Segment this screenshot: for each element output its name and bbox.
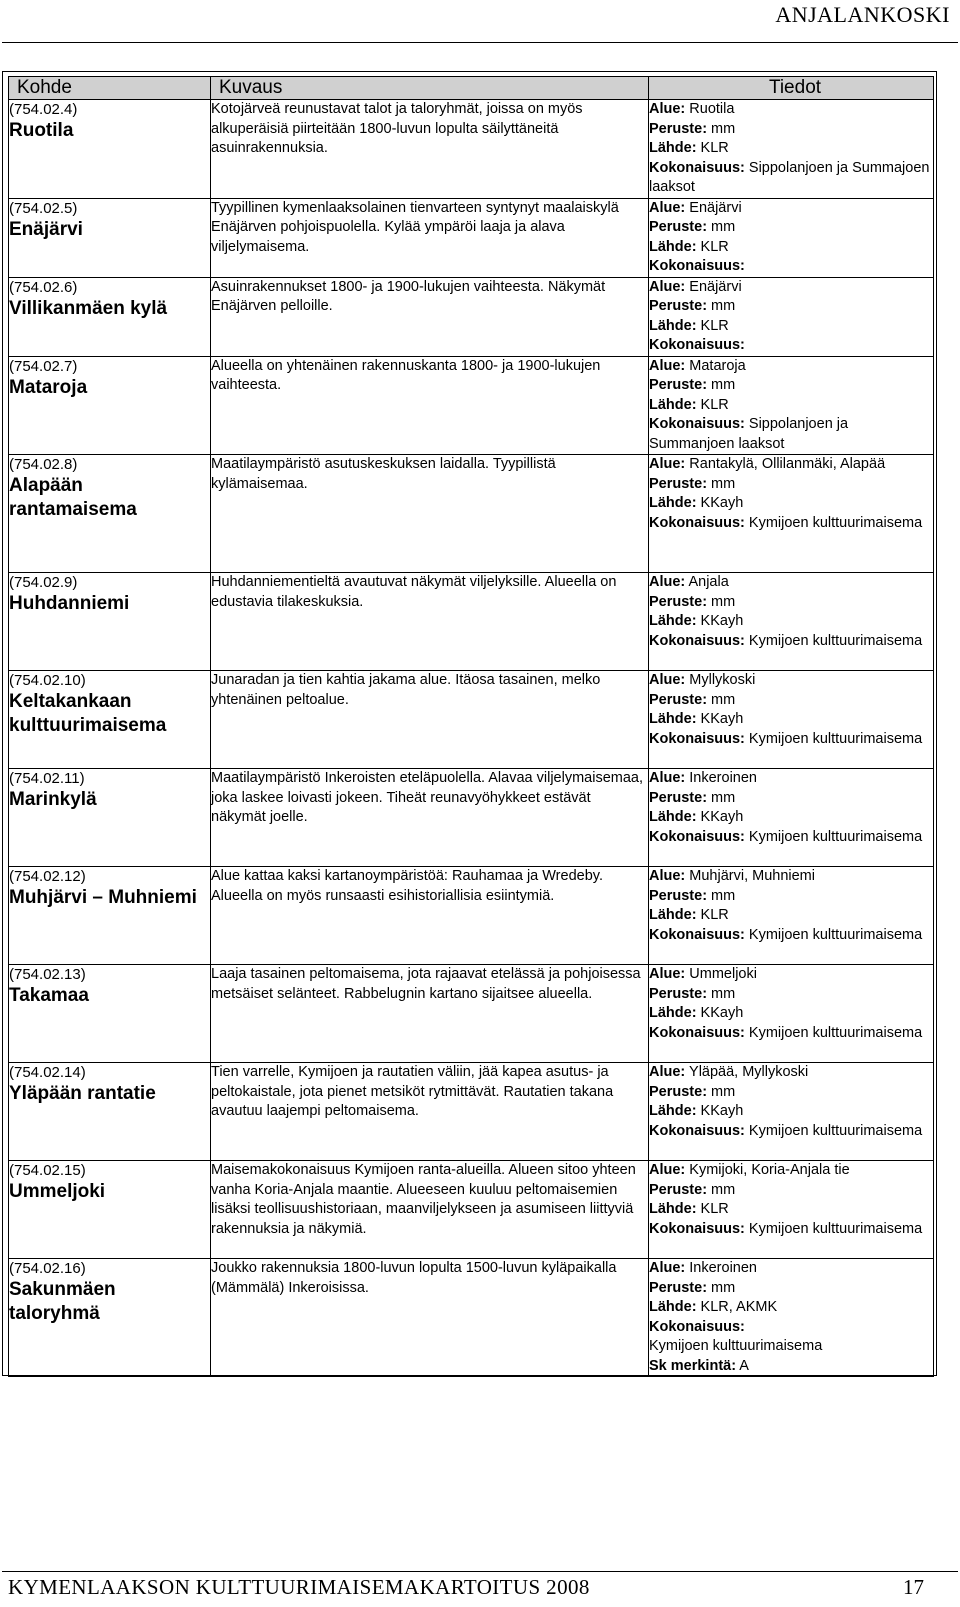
info-line (649, 1318, 933, 1338)
footer-divider (2, 1571, 958, 1572)
info-label: Peruste: (649, 789, 708, 806)
info-label: Kokonaisuus: (649, 632, 745, 649)
site-code: (754.02.4) (9, 101, 78, 118)
info-value: mm (707, 475, 736, 492)
info-value: mm (707, 120, 736, 137)
kuvaus-cell (211, 100, 649, 199)
info-line (649, 1279, 933, 1299)
info-label: Lähde: (649, 1299, 697, 1315)
info-label: Peruste: (649, 985, 708, 1002)
kuvaus-cell (211, 356, 649, 455)
info-value: KKayh (696, 1005, 744, 1021)
info-label: Kokonaisuus: (649, 1122, 745, 1139)
info-label: Alue: (649, 101, 686, 117)
info-value: KLR, AKMK (696, 1299, 778, 1315)
info-value: KLR (696, 140, 729, 156)
table-row (9, 356, 934, 455)
info-line (649, 238, 933, 258)
site-name: Marinkylä (9, 789, 97, 810)
site-code: (754.02.11) (9, 770, 85, 787)
info-value: mm (707, 691, 736, 708)
info-label: Alue: (649, 1064, 686, 1080)
info-line (649, 1161, 933, 1181)
info-label: Peruste: (649, 1279, 708, 1296)
info-value: mm (707, 377, 736, 393)
info-value: KLR (696, 907, 729, 923)
kuvaus-cell (211, 455, 649, 573)
kuvaus-cell (211, 573, 649, 671)
column-header-tiedot: Tiedot (649, 77, 934, 100)
info-line (649, 789, 933, 809)
info-line (649, 1024, 933, 1044)
kuvaus-cell (211, 965, 649, 1063)
info-value: Enäjärvi (685, 278, 742, 295)
site-description: Tien varrelle, Kymijoen ja rautatien väliin, jää kapea asutus- ja peltokaistale, jota pienet metsiköt rytmittävät. Rautatien takana avautuu laajempi peltomaisema. (211, 1064, 614, 1119)
tiedot-cell (649, 277, 934, 356)
info-line (649, 1220, 933, 1240)
info-value: mm (707, 298, 736, 314)
info-line (649, 494, 933, 514)
info-label: Kokonaisuus: (649, 514, 745, 531)
site-description: Joukko rakennuksia 1800-luvun lopulta 1500-luvun kyläpaikalla (Mämmälä) Inkeroisissa. (211, 1260, 617, 1296)
info-label: Kokonaisuus: (649, 416, 745, 432)
info-value: KKayh (696, 495, 744, 511)
site-code: (754.02.15) (9, 1162, 86, 1179)
info-value: Enäjärvi (685, 199, 742, 216)
info-label: Lähde: (649, 1005, 697, 1021)
info-value: Sippolanjoen ja Summajoen laaksot (649, 159, 930, 195)
site-name: Alapään rantamaisema (9, 475, 137, 520)
kohde-cell (9, 769, 211, 867)
kohde-cell (9, 198, 211, 277)
info-label: Kokonaisuus: (649, 730, 745, 747)
info-value: Inkeroinen (685, 1260, 757, 1276)
table-row (9, 671, 934, 769)
kuvaus-cell (211, 671, 649, 769)
site-description: Kotojärveä reunustavat talot ja taloryhmät, joissa on myös alkuperäisiä piirteitään 1800-luvun lopulta säilyttäneitä asuinrakennuksia. (211, 101, 583, 156)
footer-title: KYMENLAAKSON KULTTUURIMAISEMAKARTOITUS 2008 (8, 1575, 590, 1599)
info-line (649, 415, 933, 454)
info-value: Muhjärvi, Muhniemi (685, 868, 815, 884)
info-line (649, 139, 933, 159)
info-line (649, 691, 933, 711)
kuvaus-cell (211, 198, 649, 277)
site-code: (754.02.13) (9, 966, 86, 983)
info-line (649, 336, 933, 356)
info-label: Alue: (649, 199, 686, 216)
site-code: (754.02.7) (9, 357, 78, 375)
site-description: Laaja tasainen peltomaisema, jota rajaavat etelässä ja pohjoisessa metsäiset selänteet. Rabbelugnin kartano sijaitsee alueella. (211, 966, 641, 1002)
site-name: Muhjärvi – Muhniemi (9, 887, 197, 908)
tiedot-cell (649, 100, 934, 199)
info-label: Peruste: (649, 1083, 708, 1100)
site-code: (754.02.10) (9, 672, 86, 689)
info-line (649, 1200, 933, 1220)
site-description: Maisemakokonaisuus Kymijoen ranta-alueilla. Alueen sitoo yhteen vanha Koria-Anjala maantie. Alueeseen kuuluu peltomaisemien lisäksi teollisuushistoriaan, maanviljelykseen ja asumiseen liittyviä rakennuksia ja näkymiä. (211, 1162, 636, 1237)
site-code: (754.02.6) (9, 278, 78, 296)
column-header-kohde: Kohde (9, 77, 211, 100)
info-line (649, 1004, 933, 1024)
info-value: Kymijoki, Koria-Anjala tie (685, 1162, 850, 1178)
info-value: Mataroja (685, 357, 746, 374)
site-description: Junaradan ja tien kahtia jakama alue. Itäosa tasainen, melko yhtenäinen peltoalue. (211, 672, 601, 708)
info-label: Lähde: (649, 907, 697, 923)
info-label: Lähde: (649, 809, 697, 825)
info-line (649, 514, 933, 534)
info-line (649, 965, 933, 985)
info-value: Kymijoen kulttuurimaisema (744, 730, 923, 747)
info-label: Alue: (649, 456, 686, 472)
table-row (9, 277, 934, 356)
site-name: Villikanmäen kylä (9, 297, 168, 319)
column-header-kuvaus: Kuvaus (211, 77, 649, 100)
info-line (649, 100, 933, 120)
site-name: Ruotila (9, 120, 74, 141)
info-line (649, 632, 933, 652)
info-label: Lähde: (649, 1201, 697, 1217)
tiedot-cell (649, 867, 934, 965)
info-value: Myllykoski (685, 672, 756, 688)
page-number: 17 (903, 1575, 924, 1599)
info-label: Lähde: (649, 317, 697, 334)
info-label: Peruste: (649, 120, 708, 137)
site-description: Asuinrakennukset 1800- ja 1900-lukujen vaihteesta. Näkymät Enäjärven pelloille. (211, 278, 606, 314)
tiedot-cell (649, 1259, 934, 1377)
info-value: Yläpää, Myllykoski (685, 1064, 809, 1080)
info-line (649, 730, 933, 750)
info-label: Kokonaisuus: (649, 159, 745, 176)
kuvaus-cell (211, 1063, 649, 1161)
site-description: Tyypillinen kymenlaaksolainen tienvarteen syntynyt maalaiskylä Enäjärven pohjoispuolella. Kylää ympäröi laaja ja alava viljelymaisema. (211, 199, 619, 255)
info-line (649, 1357, 933, 1377)
info-line (649, 120, 933, 140)
page-header-title: ANJALANKOSKI (775, 2, 950, 27)
site-code: (754.02.16) (9, 1260, 86, 1277)
kohde-cell (9, 277, 211, 356)
info-line (649, 475, 933, 495)
info-line (649, 887, 933, 907)
info-line (649, 1122, 933, 1142)
info-line (649, 278, 933, 298)
info-line (649, 710, 933, 730)
info-line (649, 1337, 933, 1357)
site-name: Enäjärvi (9, 218, 83, 240)
site-code: (754.02.9) (9, 574, 78, 591)
info-value: KKayh (696, 809, 744, 825)
info-line (649, 455, 933, 475)
info-value: Rantakylä, Ollilanmäki, Alapää (685, 456, 886, 472)
info-label: Kokonaisuus: (649, 1220, 745, 1237)
info-label: Alue: (649, 770, 686, 786)
info-line (649, 297, 933, 317)
tiedot-cell (649, 671, 934, 769)
info-label: Kokonaisuus: (649, 926, 745, 943)
info-label: Peruste: (649, 593, 708, 610)
info-label: Kokonaisuus: (649, 1024, 745, 1041)
info-line (649, 926, 933, 946)
info-label: Alue: (649, 966, 686, 982)
site-description: Huhdanniementieltä avautuvat näkymät viljelyksille. Alueella on edustavia tilakeskuksia. (211, 574, 617, 610)
site-code: (754.02.5) (9, 199, 78, 217)
info-line (649, 985, 933, 1005)
info-line (649, 1102, 933, 1122)
info-value: mm (707, 1279, 736, 1296)
info-value: KKayh (696, 1103, 744, 1119)
info-line (649, 573, 933, 593)
info-line (649, 357, 933, 377)
info-value: KLR (696, 1201, 729, 1217)
tiedot-cell (649, 1161, 934, 1259)
site-name: Ummeljoki (9, 1181, 106, 1202)
info-label: Peruste: (649, 219, 708, 235)
info-line (649, 1083, 933, 1103)
site-description: Alueella on yhtenäinen rakennuskanta 1800- ja 1900-lukujen vaihteesta. (211, 357, 601, 393)
info-line (649, 671, 933, 691)
info-line (649, 1298, 933, 1318)
table-row (9, 198, 934, 277)
info-value: Kymijoen kulttuurimaisema (649, 1338, 823, 1354)
site-name: Keltakankaan kulttuurimaisema (9, 691, 167, 736)
table-header-row (9, 77, 934, 100)
info-line (649, 593, 933, 613)
kuvaus-cell (211, 1259, 649, 1377)
info-value: KLR (696, 238, 729, 255)
table-row (9, 769, 934, 867)
table-row (9, 867, 934, 965)
kuvaus-cell (211, 769, 649, 867)
info-line (649, 257, 933, 277)
site-name: Sakunmäen taloryhmä (9, 1279, 116, 1324)
info-label: Alue: (649, 868, 686, 884)
info-label: Alue: (649, 574, 686, 590)
info-label: Peruste: (649, 691, 708, 708)
info-label: Lähde: (649, 396, 697, 413)
info-line (649, 199, 933, 219)
kohde-cell (9, 573, 211, 671)
info-label: Kokonaisuus: (649, 337, 745, 353)
info-value: Kymijoen kulttuurimaisema (744, 514, 923, 531)
info-line (649, 218, 933, 238)
site-description: Alue kattaa kaksi kartanoympäristöä: Rauhamaa ja Wredeby. Alueella on myös runsaasti esihistoriallisia esiintymiä. (211, 868, 603, 904)
info-label: Alue: (649, 278, 686, 295)
info-label: Lähde: (649, 495, 697, 511)
info-value: KKayh (696, 613, 744, 629)
info-value: mm (707, 1181, 736, 1198)
tiedot-cell (649, 455, 934, 573)
info-label: Lähde: (649, 711, 697, 727)
kohde-cell (9, 100, 211, 199)
info-label: Alue: (649, 1162, 686, 1178)
info-label: Lähde: (649, 613, 697, 629)
kohde-cell (9, 671, 211, 769)
kohde-cell (9, 356, 211, 455)
info-value: mm (707, 593, 736, 610)
kuvaus-cell (211, 277, 649, 356)
info-label: Alue: (649, 672, 686, 688)
info-line (649, 1063, 933, 1083)
site-code: (754.02.14) (9, 1064, 86, 1081)
landscape-catalog-table (8, 76, 934, 1377)
info-value: mm (707, 985, 736, 1002)
table-row (9, 573, 934, 671)
info-value: Kymijoen kulttuurimaisema (744, 1024, 923, 1041)
info-value: Kymijoen kulttuurimaisema (744, 1122, 923, 1139)
table-row (9, 1161, 934, 1259)
tiedot-cell (649, 573, 934, 671)
kohde-cell (9, 455, 211, 573)
table-row (9, 965, 934, 1063)
info-value: Kymijoen kulttuurimaisema (744, 926, 923, 943)
kuvaus-cell (211, 867, 649, 965)
site-name: Huhdanniemi (9, 593, 130, 614)
site-code: (754.02.8) (9, 456, 78, 473)
site-code: (754.02.12) (9, 868, 86, 885)
table-row (9, 455, 934, 573)
info-label: Kokonaisuus: (649, 258, 745, 274)
kohde-cell (9, 867, 211, 965)
table-row (9, 1259, 934, 1377)
site-description: Maatilaympäristö Inkeroisten eteläpuolella. Alavaa viljelymaisemaa, joka laskee loivasti jokeen. Tiheät reunavyöhykkeet estävät näkymät joelle. (211, 770, 643, 825)
info-label: Sk merkintä: (649, 1357, 737, 1374)
tiedot-cell (649, 198, 934, 277)
info-line (649, 396, 933, 416)
tiedot-cell (649, 769, 934, 867)
info-label: Peruste: (649, 475, 708, 492)
info-label: Peruste: (649, 298, 708, 314)
info-line (649, 828, 933, 848)
info-label: Lähde: (649, 1103, 697, 1119)
tiedot-cell (649, 356, 934, 455)
info-value: Inkeroinen (685, 770, 757, 786)
info-value: KKayh (696, 711, 744, 727)
site-description: Maatilaympäristö asutuskeskuksen laidalla. Tyypillistä kylämaisemaa. (211, 456, 556, 492)
kohde-cell (9, 1161, 211, 1259)
info-line (649, 1181, 933, 1201)
info-line (649, 808, 933, 828)
info-line (649, 317, 933, 337)
table-row (9, 100, 934, 199)
site-name: Yläpään rantatie (9, 1083, 156, 1104)
info-label: Lähde: (649, 238, 697, 255)
site-name: Takamaa (9, 985, 89, 1006)
info-line (649, 769, 933, 789)
info-value: mm (707, 1083, 736, 1100)
info-value: Ruotila (685, 101, 735, 117)
info-value: Kymijoen kulttuurimaisema (744, 1220, 923, 1237)
tiedot-cell (649, 1063, 934, 1161)
info-value: mm (707, 219, 736, 235)
info-label: Lähde: (649, 140, 697, 156)
info-label: Alue: (649, 1260, 686, 1276)
kuvaus-cell (211, 1161, 649, 1259)
info-line (649, 376, 933, 396)
info-value: Kymijoen kulttuurimaisema (744, 828, 923, 845)
info-label: Peruste: (649, 1181, 708, 1198)
kohde-cell (9, 965, 211, 1063)
info-label: Peruste: (649, 887, 708, 904)
table-row (9, 1063, 934, 1161)
info-value: mm (707, 887, 736, 904)
info-value: KLR (696, 396, 729, 413)
info-label: Kokonaisuus: (649, 1318, 745, 1335)
info-line (649, 1259, 933, 1279)
info-value: A (736, 1357, 749, 1374)
info-line (649, 867, 933, 887)
info-value: Anjala (685, 574, 729, 590)
info-value: Kymijoen kulttuurimaisema (744, 632, 923, 649)
info-value: KLR (696, 317, 729, 334)
info-line (649, 906, 933, 926)
info-value: Ummeljoki (685, 966, 757, 982)
info-value: mm (707, 789, 736, 806)
info-label: Alue: (649, 357, 686, 374)
site-name: Mataroja (9, 376, 88, 398)
info-label: Kokonaisuus: (649, 828, 745, 845)
tiedot-cell (649, 965, 934, 1063)
kohde-cell (9, 1063, 211, 1161)
info-line (649, 159, 933, 198)
info-value: Sippolanjoen ja Summanjoen laaksot (649, 416, 849, 452)
info-line (649, 612, 933, 632)
info-label: Peruste: (649, 377, 708, 393)
kohde-cell (9, 1259, 211, 1377)
header-divider (2, 42, 958, 43)
